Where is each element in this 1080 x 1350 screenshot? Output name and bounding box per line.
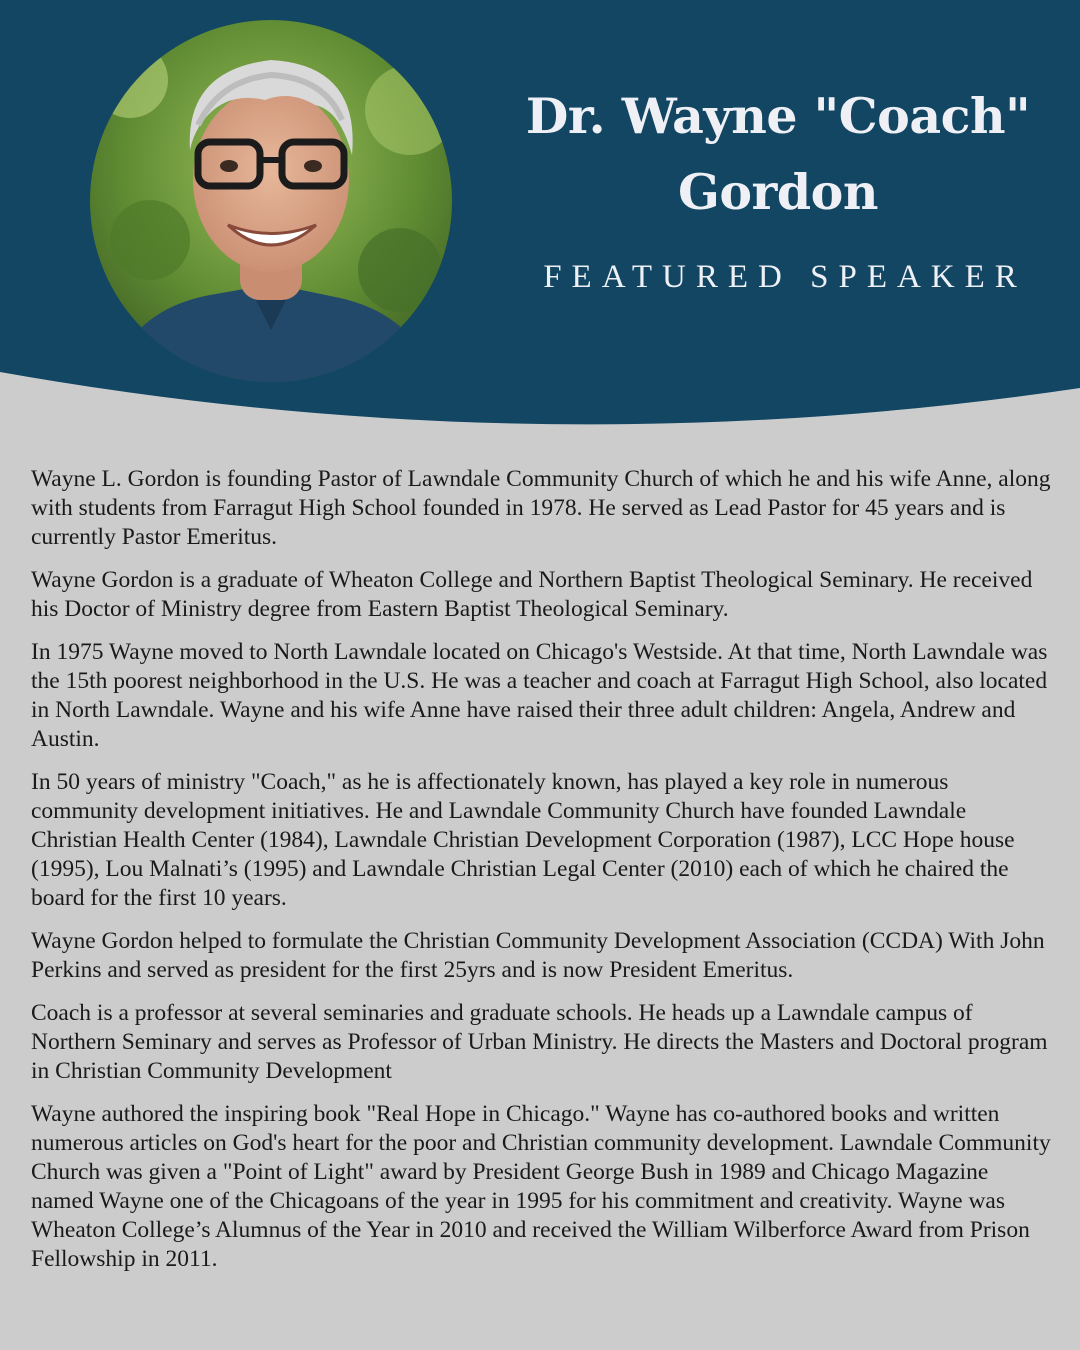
featured-speaker-label: FEATURED SPEAKER — [543, 259, 1027, 295]
speaker-name: Dr. Wayne "Coach" Gordon — [525, 87, 1031, 221]
bio-paragraph: Wayne L. Gordon is founding Pastor of Lawndale Community Church of which he and his wife Anne, along with students from Farragut High School founded in 1978. He served as Lead Pastor for 45 years and is currently Pastor Emeritus. — [31, 466, 1051, 550]
bio-paragraph: Wayne Gordon helped to formulate the Christian Community Development Association (CCDA) With John Perkins and served as president for the first 25yrs and is now President Emeritus. — [31, 928, 1045, 983]
speaker-photo — [90, 20, 452, 382]
bio-paragraph: Coach is a professor at several seminaries and graduate schools. He heads up a Lawndale campus of Northern Seminary and serves as Professor of Urban Ministry. He directs the Masters and Doctoral program in Christian Community Development — [31, 1000, 1048, 1084]
bio-paragraph: In 50 years of ministry "Coach," as he is affectionately known, has played a key role in numerous community development initiatives. He and Lawndale Community Church have founded Lawndale Christian Health Center (1984), Lawndale Christian Development Corporation (1987), LCC Hope house (1995), Lou Malnati’s (1995) and Lawndale Christian Legal Center (2010) each of which he chaired the board for the first 10 years. — [31, 769, 1015, 911]
bio-paragraph: Wayne Gordon is a graduate of Wheaton College and Northern Baptist Theological Seminary. He received his Doctor of Ministry degree from Eastern Baptist Theological Seminary. — [31, 567, 1033, 622]
speaker-bio — [31, 465, 1056, 1288]
bio-paragraph: In 1975 Wayne moved to North Lawndale located on Chicago's Westside. At that time, North Lawndale was the 15th poorest neighborhood in the U.S. He was a teacher and coach at Farragut High School, also located in North Lawndale. Wayne and his wife Anne have raised their three adult children: Angela, Andrew and Austin. — [31, 639, 1048, 752]
header-banner — [0, 0, 1080, 430]
bio-paragraph: Wayne authored the inspiring book "Real Hope in Chicago." Wayne has co-authored books and written numerous articles on God's heart for the poor and Christian community development. Lawndale Community Church was given a "Point of Light" award by President George Bush in 1989 and Chicago Magazine named Wayne one of the Chicagoans of the year in 1995 for his commitment and creativity. Wayne was Wheaton College’s Alumnus of the Year in 2010 and received the William Wilberforce Award from Prison Fellowship in 2011. — [31, 1101, 1051, 1272]
speaker-portrait-illustration — [90, 20, 452, 382]
